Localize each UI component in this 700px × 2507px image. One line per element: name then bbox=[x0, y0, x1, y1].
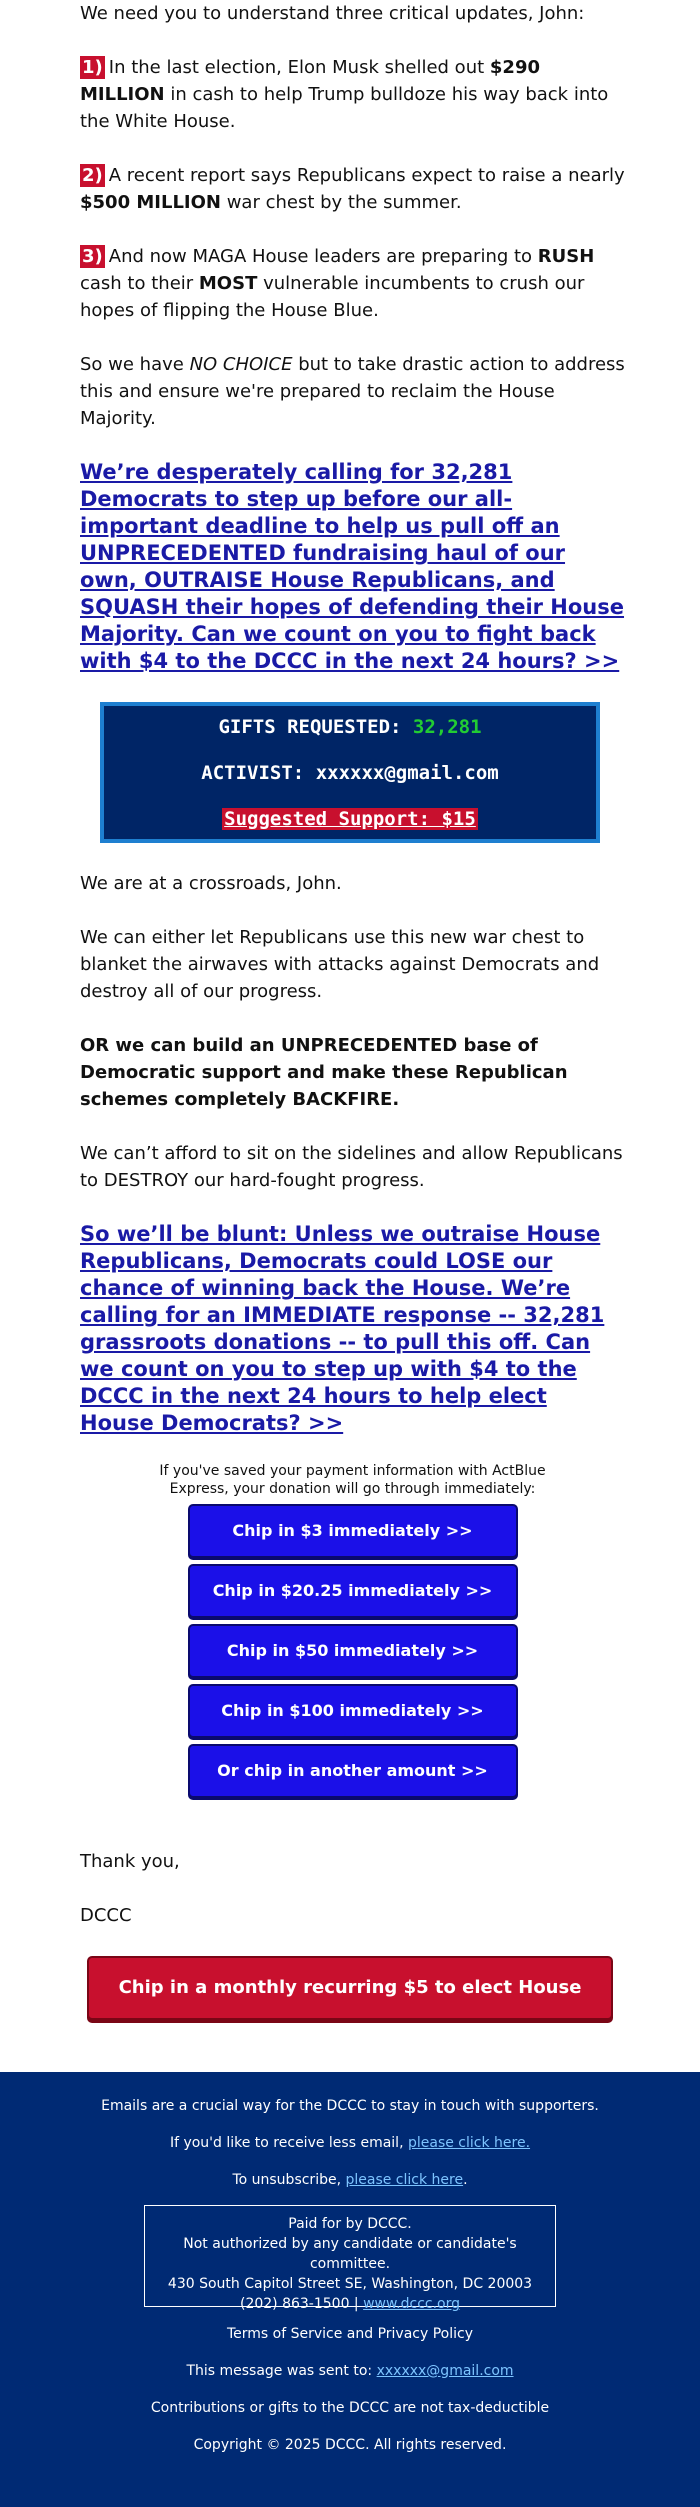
chip-in-50-button[interactable]: Chip in $50 immediately >> bbox=[188, 1624, 518, 1678]
activist-email: xxxxxx@gmail.com bbox=[315, 762, 499, 784]
gifts-requested-row: GIFTS REQUESTED: 32,281 bbox=[218, 716, 482, 738]
less-email-link[interactable]: please click here. bbox=[407, 2135, 531, 2151]
crossroads-text: We are at a crossroads, John. bbox=[80, 873, 342, 894]
monthly-recurring-button[interactable]: Chip in a monthly recurring $5 to elect House Dems >> bbox=[87, 1956, 613, 2020]
website-link[interactable]: www.dccc.org bbox=[363, 2296, 461, 2312]
footer-unsubscribe: To unsubscribe, please click here. bbox=[232, 2172, 468, 2188]
update-1: 1) In the last election, Elon Musk shelled out $290 MILLION in cash to help Trump bulldoze his way back into the White House. bbox=[80, 57, 609, 132]
email-body bbox=[80, 0, 625, 1956]
update-2: 2) A recent report says Republicans expect to raise a nearly $500 MILLION war chest by the summer. bbox=[80, 165, 625, 213]
footer-contributions: Contributions or gifts to the DCCC are not tax-deductible bbox=[150, 2400, 550, 2416]
contact-line: (202) 863-1500 | www.dccc.org bbox=[239, 2296, 461, 2312]
phone-text: (202) 863-1500 bbox=[239, 2296, 350, 2312]
footer-copyright: Copyright © 2025 DCCC. All rights reserved. bbox=[193, 2437, 507, 2453]
chip-in-20-25-button[interactable]: Chip in $20.25 immediately >> bbox=[188, 1564, 518, 1618]
intro-text: We need you to understand three critical updates, John: bbox=[80, 3, 585, 24]
chip-in-3-button[interactable]: Chip in $3 immediately >> bbox=[188, 1504, 518, 1558]
footer-sent-to: This message was sent to: xxxxxx@gmail.com bbox=[186, 2363, 514, 2379]
update-number: 3) bbox=[82, 246, 103, 267]
actblue-note: If you've saved your payment information with ActBlue Express, your donation will go through immediately: bbox=[159, 1463, 546, 1497]
sent-to-email-link[interactable]: xxxxxx@gmail.com bbox=[376, 2363, 514, 2379]
update-3: 3) And now MAGA House leaders are preparing to RUSH cash to their MOST vulnerable incumbents to crush our hopes of flipping the House Blue. bbox=[80, 246, 595, 321]
signature: DCCC bbox=[80, 1905, 132, 1926]
address-text: 430 South Capitol Street SE, Washington, DC 20003 bbox=[167, 2276, 533, 2292]
footer-emails-crucial: Emails are a crucial way for the DCCC to stay in touch with supporters. bbox=[101, 2098, 599, 2114]
thank-you-text: Thank you, bbox=[80, 1851, 180, 1872]
suggested-support-link[interactable]: Suggested Support: $15 bbox=[224, 808, 476, 830]
activist-row: ACTIVIST: xxxxxx@gmail.com bbox=[201, 762, 499, 784]
paid-for-box bbox=[144, 2205, 556, 2312]
gifts-requested-box bbox=[100, 702, 600, 843]
or-build-text: OR we can build an UNPRECEDENTED base of Democratic support and make these Republican schemes completely BACKFIRE. bbox=[80, 1035, 568, 1110]
chip-in-other-amount-button[interactable]: Or chip in another amount >> bbox=[188, 1744, 518, 1798]
paid-for-text: Paid for by DCCC. bbox=[288, 2216, 412, 2232]
footer bbox=[0, 2072, 700, 2507]
update-number: 1) bbox=[82, 57, 103, 78]
footer-less-email: If you'd like to receive less email, please click here. bbox=[169, 2135, 531, 2151]
terms-link[interactable]: Terms of Service and Privacy Policy bbox=[226, 2326, 473, 2342]
suggested-support-row bbox=[104, 808, 596, 831]
update-number: 2) bbox=[82, 165, 103, 186]
sidelines-text: We can’t afford to sit on the sidelines and allow Republicans to DESTROY our hard-fought progress. bbox=[80, 1143, 623, 1191]
not-authorized-text: Not authorized by any candidate or candidate's committee. bbox=[183, 2236, 517, 2272]
gifts-requested-count: 32,281 bbox=[412, 716, 482, 738]
donate-link-primary[interactable]: We’re desperately calling for 32,281 Democrats to step up before our all-important deadline to help us pull off an UNPRECEDENTED fundraising haul of our own, OUTRAISE House Republicans, and SQUASH their hopes of defending their House Majority. Can we count on you to fight back with $4 to the DCCC in the next 24 hours? >> bbox=[80, 460, 625, 673]
unsubscribe-link[interactable]: please click here bbox=[345, 2172, 464, 2188]
chip-in-100-button[interactable]: Chip in $100 immediately >> bbox=[188, 1684, 518, 1738]
no-choice-text: So we have NO CHOICE but to take drastic action to address this and ensure we're prepared to reclaim the House Majority. bbox=[80, 354, 625, 429]
either-text: We can either let Republicans use this new war chest to blanket the airwaves with attacks against Democrats and destroy all of our progress. bbox=[80, 927, 600, 1002]
donate-link-secondary[interactable]: So we’ll be blunt: Unless we outraise House Republicans, Democrats could LOSE our chance of winning back the House. We’re calling for an IMMEDIATE response -- 32,281 grassroots donations -- to pull this off. Can we count on you to step up with $4 to the DCCC in the next 24 hours to help elect House Democrats? >> bbox=[80, 1222, 605, 1435]
